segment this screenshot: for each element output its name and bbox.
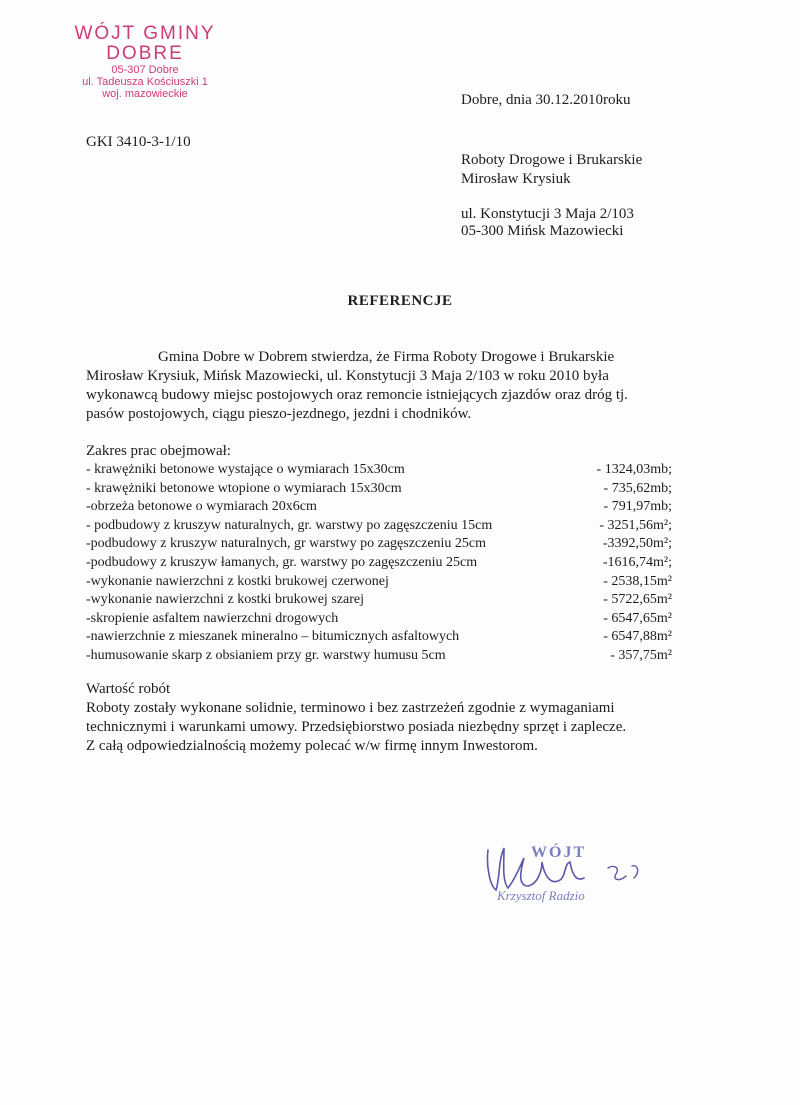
scope-heading: Zakres prac obejmował: <box>86 443 231 459</box>
scope-item <box>86 535 672 554</box>
intro-paragraph <box>86 348 686 424</box>
place-date: Dobre, dnia 30.12.2010roku <box>461 92 631 108</box>
scope-item-qty: -3392,50m²; <box>602 536 672 552</box>
scope-item-desc: -obrzeża betonowe o wymiarach 20x6cm <box>86 499 317 515</box>
recipient-name-line-2: Mirosław Krysiuk <box>461 171 571 187</box>
scope-item <box>86 628 672 647</box>
scope-item <box>86 647 672 666</box>
closing-line: Roboty zostały wykonane solidnie, terminowo i bez zastrzeżeń zgodnie z wymaganiami <box>86 700 615 716</box>
office-stamp <box>40 24 250 100</box>
scope-list <box>86 461 672 666</box>
scope-item <box>86 554 672 573</box>
signature-stamp-title: WÓJT <box>531 844 587 861</box>
stamp-line-5: woj. mazowieckie <box>102 88 188 100</box>
scope-item-desc: -humusowanie skarp z obsianiem przy gr. warstwy humusu 5cm <box>86 647 446 663</box>
document-title: REFERENCJE <box>347 293 453 309</box>
intro-line: wykonawcą budowy miejsc postojowych oraz remoncie istniejących zjazdów oraz dróg tj. <box>86 387 628 403</box>
stamp-line-1: WÓJT GMINY <box>74 23 216 44</box>
scope-item-desc: -podbudowy z kruszyw naturalnych, gr warstwy po zagęszczeniu 25cm <box>86 536 487 552</box>
scope-item <box>86 610 672 629</box>
scope-item-desc: -wykonanie nawierzchni z kostki brukowej szarej <box>86 592 364 608</box>
scope-item-desc: - krawężniki betonowe wtopione o wymiarach 15x30cm <box>86 480 402 496</box>
scope-item <box>86 498 672 517</box>
scope-item-qty: - 3251,56m²; <box>599 517 672 533</box>
stamp-line-2: DOBRE <box>106 43 184 64</box>
intro-line: Gmina Dobre w Dobrem stwierdza, że Firma Roboty Drogowe i Brukarskie <box>158 349 615 365</box>
scope-item-qty: - 735,62mb; <box>603 480 672 496</box>
scope-item-qty: - 5722,65m² <box>603 592 672 608</box>
stamp-line-3: 05-307 Dobre <box>111 64 179 76</box>
closing-line: technicznymi i warunkami umowy. Przedsiębiorstwo posiada niezbędny sprzęt i zaplecze. <box>86 719 627 735</box>
scope-item-desc: -wykonanie nawierzchni z kostki brukowej czerwonej <box>86 573 389 589</box>
scope-item-desc: - podbudowy z kruszyw naturalnych, gr. warstwy po zagęszczeniu 15cm <box>86 517 493 533</box>
scope-item-qty: - 6547,88m² <box>603 629 672 645</box>
signature-stamp-name: Krzysztof Radzio <box>497 888 585 903</box>
closing-line: Z całą odpowiedzialnością możemy polecać w/w firmę innym Inwestorom. <box>86 738 538 754</box>
scope-item-desc: - krawężniki betonowe wystające o wymiarach 15x30cm <box>86 462 405 477</box>
scope-item <box>86 517 672 536</box>
recipient-address-line-1: ul. Konstytucji 3 Maja 2/103 <box>461 206 634 222</box>
intro-line: pasów postojowych, ciągu pieszo-jezdnego, jezdni i chodników. <box>86 406 472 422</box>
scope-item-qty: - 1324,03mb; <box>596 462 672 477</box>
recipient-address-line-2: 05-300 Mińsk Mazowiecki <box>461 223 624 239</box>
stamp-line-4: ul. Tadeusza Kościuszki 1 <box>82 76 208 88</box>
scope-item <box>86 573 672 592</box>
scope-item-qty: - 6547,65m² <box>603 610 672 626</box>
intro-line: Mirosław Krysiuk, Mińsk Mazowiecki, ul. Konstytucji 3 Maja 2/103 w roku 2010 była <box>86 368 609 384</box>
scope-item-qty: - 357,75m² <box>610 647 672 663</box>
scope-item-desc: -podbudowy z kruszyw łamanych, gr. warstwy po zagęszczeniu 25cm <box>86 554 478 570</box>
scope-item <box>86 480 672 499</box>
scope-item-qty: -1616,74m²; <box>602 554 672 570</box>
scope-item-desc: -skropienie asfaltem nawierzchni drogowych <box>86 610 339 626</box>
recipient-name-line-1: Roboty Drogowe i Brukarskie <box>461 152 643 168</box>
reference-number: GKI 3410-3-1/10 <box>86 134 191 150</box>
scope-item <box>86 591 672 610</box>
value-heading: Wartość robót <box>86 681 171 697</box>
scope-item-desc: -nawierzchnie z mieszanek mineralno – bitumicznych asfaltowych <box>86 629 460 645</box>
scope-item-qty: - 791,97mb; <box>603 499 672 515</box>
scope-item-qty: - 2538,15m² <box>603 573 672 589</box>
signature-flourish <box>608 866 638 880</box>
closing-section <box>86 680 686 756</box>
scope-item <box>86 461 672 480</box>
